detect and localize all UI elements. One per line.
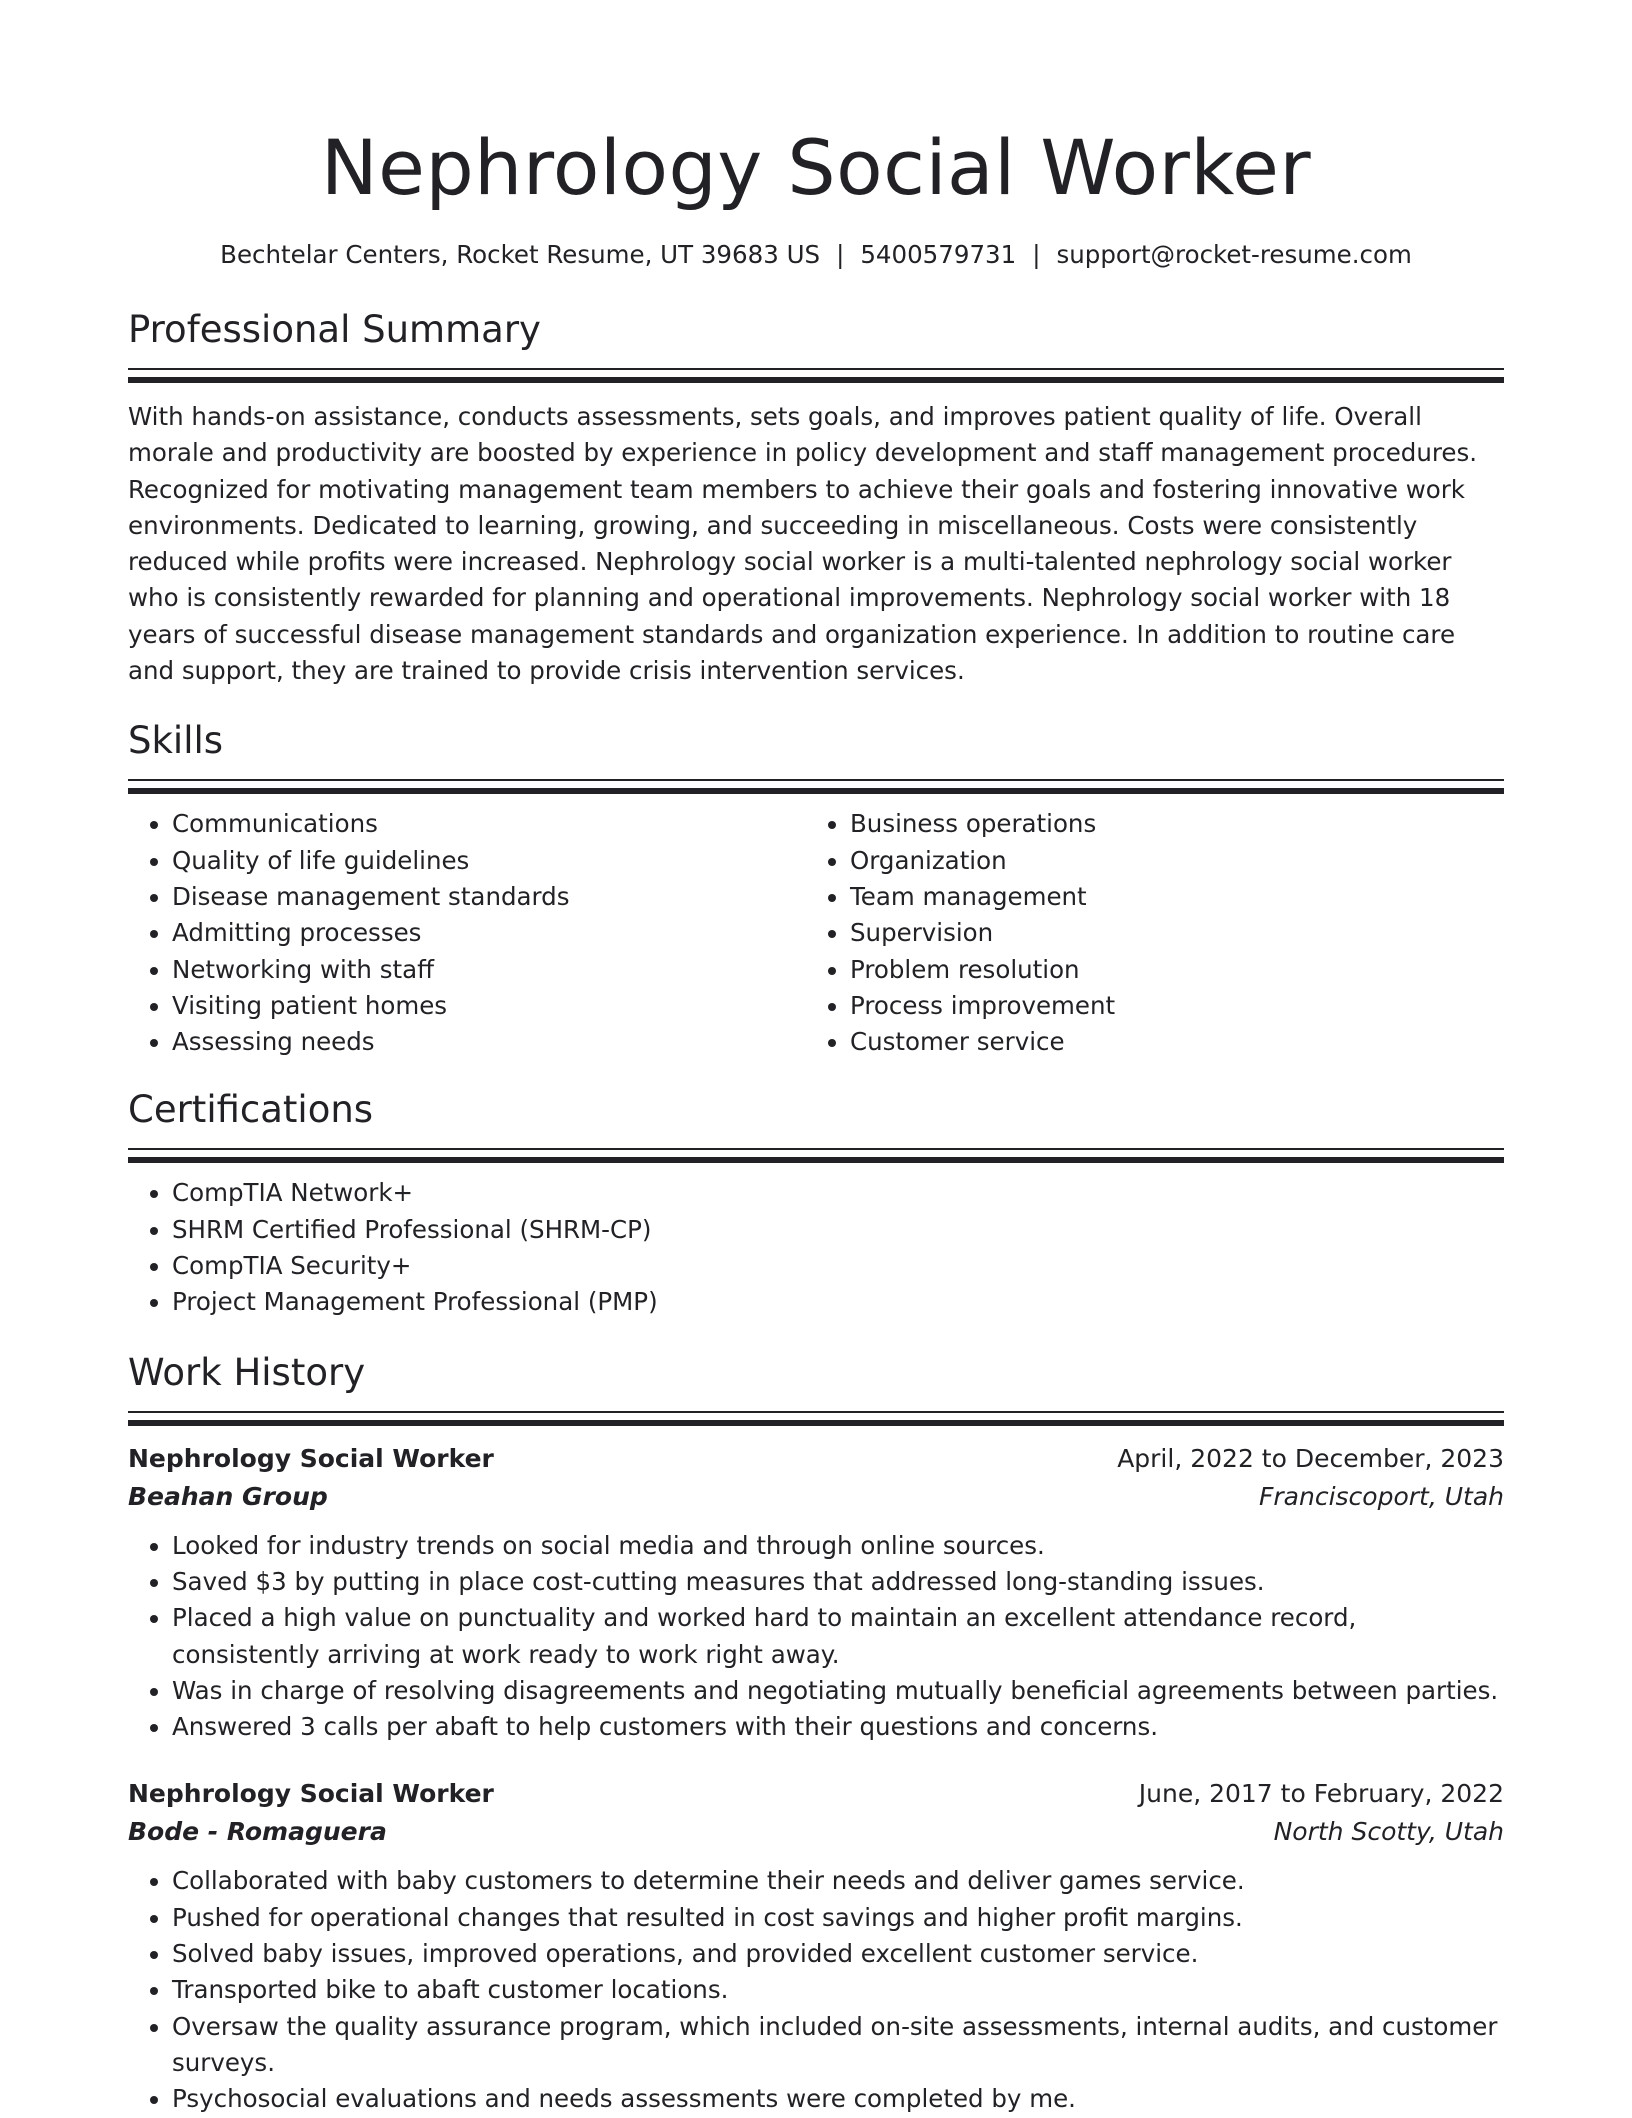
contact-separator: | bbox=[836, 240, 845, 269]
skill-item: • Business operations bbox=[850, 806, 1484, 842]
skills-column-right bbox=[806, 806, 1484, 1060]
skill-item: • Supervision bbox=[850, 915, 1484, 951]
skill-item: • Assessing needs bbox=[172, 1024, 806, 1060]
skill-item: • Team management bbox=[850, 879, 1484, 915]
certification-item: • Project Management Professional (PMP) bbox=[172, 1284, 1504, 1320]
certifications-list bbox=[128, 1175, 1504, 1320]
job-bullet: • Psychosocial evaluations and needs assessments were completed by me. bbox=[172, 2081, 1504, 2117]
skill-item: • Disease management standards bbox=[172, 879, 806, 915]
skill-item: • Organization bbox=[850, 843, 1484, 879]
job-title-row bbox=[128, 1775, 1504, 1813]
skill-item: • Communications bbox=[172, 806, 806, 842]
job-company: Bode - Romaguera bbox=[128, 1817, 387, 1847]
section-rule bbox=[128, 368, 1504, 383]
job-bullet: • Transported bike to abaft customer locations. bbox=[172, 1972, 1504, 2008]
certification-item: • CompTIA Security+ bbox=[172, 1248, 1504, 1284]
job-bullet: • Was in charge of resolving disagreements and negotiating mutually beneficial agreements between parties. bbox=[172, 1673, 1504, 1709]
job-bullet: • Looked for industry trends on social media and through online sources. bbox=[172, 1528, 1504, 1564]
contact-line bbox=[128, 238, 1504, 272]
skill-item: • Networking with staff bbox=[172, 952, 806, 988]
skills-section bbox=[128, 717, 1504, 1060]
job-bullet: • Placed a high value on punctuality and worked hard to maintain an excellent attendance record, consistently arriving at work ready to work right away. bbox=[172, 1600, 1504, 1673]
certifications-section bbox=[128, 1086, 1504, 1320]
skills-grid bbox=[128, 806, 1504, 1060]
job-company: Beahan Group bbox=[128, 1481, 328, 1511]
summary-text: With hands-on assistance, conducts assessments, sets goals, and improves patient quality of life. Overall morale and productivity are boosted by experience in policy development and staff management procedures. Recognized for motivating management team members to achieve their goals and fostering innovative work environments. Dedicated to learning, growing, and succeeding in miscellaneous. Costs were consistently reduced while profits were increased. Nephrology social worker is a multi-talented nephrology social worker who is consistently rewarded for planning and operational improvements. Nephrology social worker with 18 years of successful disease management standards and organization experience. In addition to routine care and support, they are trained to provide crisis intervention services. bbox=[128, 402, 1478, 686]
contact-address: Bechtelar Centers, Rocket Resume, UT 39683 US bbox=[220, 240, 821, 269]
job-bullets bbox=[128, 1863, 1504, 2117]
contact-phone: 5400579731 bbox=[860, 240, 1017, 269]
job-title: Nephrology Social Worker bbox=[128, 1779, 494, 1809]
certification-item: • CompTIA Network+ bbox=[172, 1175, 1504, 1211]
contact-email: support@rocket-resume.com bbox=[1056, 240, 1412, 269]
job-dates: June, 2017 to February, 2022 bbox=[1138, 1779, 1504, 1809]
job-bullet: • Collaborated with baby customers to determine their needs and deliver games service. bbox=[172, 1863, 1504, 1899]
skill-item: • Customer service bbox=[850, 1024, 1484, 1060]
section-rule bbox=[128, 1411, 1504, 1426]
section-heading: Certifications bbox=[128, 1088, 374, 1132]
section-rule bbox=[128, 779, 1504, 794]
skill-item: • Visiting patient homes bbox=[172, 988, 806, 1024]
skill-item: • Quality of life guidelines bbox=[172, 843, 806, 879]
work-history-section bbox=[128, 1349, 1504, 2118]
job-bullet: • Pushed for operational changes that resulted in cost savings and higher profit margins. bbox=[172, 1900, 1504, 1936]
job-entry bbox=[128, 1775, 1504, 2117]
job-dates: April, 2022 to December, 2023 bbox=[1117, 1443, 1504, 1473]
job-location: North Scotty, Utah bbox=[1273, 1817, 1504, 1847]
skill-item: • Process improvement bbox=[850, 988, 1484, 1024]
job-bullet: • Solved baby issues, improved operations, and provided excellent customer service. bbox=[172, 1936, 1504, 1972]
job-entry bbox=[128, 1440, 1504, 1746]
skills-list-left bbox=[128, 806, 806, 1060]
section-heading: Skills bbox=[128, 719, 224, 763]
job-title: Nephrology Social Worker bbox=[128, 1443, 494, 1473]
job-title-row bbox=[128, 1440, 1504, 1478]
skill-item: • Admitting processes bbox=[172, 915, 806, 951]
job-bullet: • Oversaw the quality assurance program, which included on-site assessments, internal audits, and customer surveys. bbox=[172, 2009, 1504, 2082]
job-company-row bbox=[128, 1813, 1504, 1851]
job-bullets bbox=[128, 1528, 1504, 1746]
job-company-row bbox=[128, 1478, 1504, 1516]
skills-column-left bbox=[128, 806, 806, 1060]
section-rule bbox=[128, 1148, 1504, 1163]
summary-section bbox=[128, 306, 1504, 689]
section-heading: Work History bbox=[128, 1350, 366, 1394]
skill-item: • Problem resolution bbox=[850, 952, 1484, 988]
section-heading: Professional Summary bbox=[128, 308, 541, 351]
contact-separator: | bbox=[1032, 240, 1041, 269]
job-bullet: • Answered 3 calls per abaft to help customers with their questions and concerns. bbox=[172, 1709, 1504, 1745]
job-location: Franciscoport, Utah bbox=[1259, 1481, 1504, 1511]
certification-item: • SHRM Certified Professional (SHRM-CP) bbox=[172, 1212, 1504, 1248]
resume-name: Nephrology Social Worker bbox=[320, 123, 1312, 212]
skills-list-right bbox=[806, 806, 1484, 1060]
job-bullet: • Saved $3 by putting in place cost-cutting measures that addressed long-standing issues. bbox=[172, 1564, 1504, 1600]
